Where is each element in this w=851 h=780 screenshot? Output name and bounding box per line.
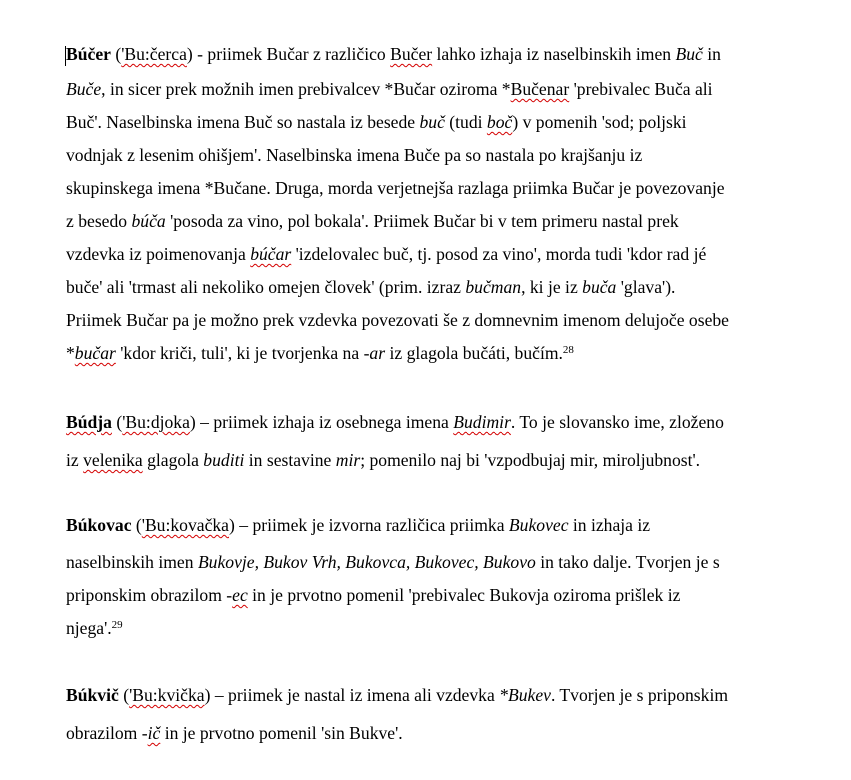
text-run: 'izdelovalec buč, tj. posod za vino', morda tudi 'kdor rad jé bbox=[291, 244, 707, 264]
text-run: in sestavine bbox=[244, 450, 336, 470]
headword: Búkovac bbox=[66, 515, 132, 535]
headword: Búdja bbox=[66, 412, 112, 432]
italic-term: ec bbox=[232, 585, 248, 605]
text-run: - bbox=[226, 585, 233, 605]
italic-term: búča bbox=[131, 211, 166, 231]
text-run: in je prvotno pomenil 'prebivalec Bukovja oziroma prišlek iz bbox=[247, 585, 681, 605]
text-run: 'Bu:čerca bbox=[121, 44, 187, 64]
text-run: ) – priimek je izvorna različica priimka bbox=[229, 515, 509, 535]
text-line bbox=[66, 178, 725, 199]
text-run: buče' ali 'trmast ali nekoliko omejen človek' (prim. izraz bbox=[66, 277, 466, 297]
text-run: Bučer bbox=[390, 44, 433, 64]
italic-term: Buč bbox=[675, 44, 703, 64]
italic-term: Buče bbox=[66, 79, 102, 99]
italic-term: Bukovje, Bukov Vrh, Bukovca, Bukovec, Bukovo bbox=[197, 552, 536, 572]
text-run: . To je slovansko ime, zloženo bbox=[510, 412, 724, 432]
text-line bbox=[66, 211, 679, 232]
text-run: priponskim obrazilom bbox=[66, 585, 227, 605]
footnote-ref: 28 bbox=[562, 344, 574, 356]
text-run: , in sicer prek možnih imen prebivalcev *Bučar oziroma * bbox=[101, 79, 511, 99]
text-line bbox=[66, 412, 724, 433]
text-run: ) v pomenih 'sod; poljski bbox=[512, 112, 687, 132]
text-run: 'Bu:kovačka bbox=[141, 515, 229, 535]
text-run: glagola bbox=[142, 450, 204, 470]
text-line bbox=[66, 685, 728, 706]
text-line bbox=[66, 450, 700, 471]
text-run: Bučenar bbox=[510, 79, 570, 99]
italic-term: ič bbox=[147, 723, 161, 743]
headword: Búčer bbox=[66, 44, 111, 64]
text-line bbox=[66, 244, 706, 265]
text-run: ( bbox=[111, 412, 123, 432]
text-run: (tudi bbox=[444, 112, 487, 132]
text-run: lahko izhaja iz naselbinskih imen bbox=[432, 44, 676, 64]
text-run: obrazilom bbox=[66, 723, 142, 743]
headword: Búkvič bbox=[66, 685, 119, 705]
text-run: 'glava'). bbox=[616, 277, 676, 297]
italic-term: buča bbox=[582, 277, 617, 297]
italic-term: buditi bbox=[203, 450, 245, 470]
text-run: ; pomenilo naj bi 'vzpodbujaj mir, miroljubnost'. bbox=[360, 450, 701, 470]
text-run: z besedo bbox=[66, 211, 132, 231]
italic-term: Bukovec bbox=[508, 515, 569, 535]
text-run: in bbox=[702, 44, 721, 64]
text-line bbox=[66, 44, 721, 65]
text-line bbox=[66, 145, 642, 166]
text-run: vzdevka iz poimenovanja bbox=[66, 244, 251, 264]
text-line bbox=[66, 79, 713, 100]
text-line bbox=[66, 112, 687, 133]
italic-term: bučman bbox=[465, 277, 522, 297]
text-run: 'prebivalec Buča ali bbox=[569, 79, 713, 99]
text-run: - bbox=[141, 723, 148, 743]
text-line bbox=[66, 723, 403, 744]
text-run: skupinskega imena *Bučane. Druga, morda verjetnejša razlaga priimka Bučar je povezovanje bbox=[66, 178, 725, 198]
text-run: iz glagola bučáti, bučím. bbox=[385, 343, 563, 363]
text-line bbox=[66, 618, 123, 639]
text-run: 'Bu:djoka bbox=[122, 412, 190, 432]
text-run: * bbox=[66, 343, 75, 363]
text-run: velenika bbox=[83, 450, 143, 470]
italic-term: búčar bbox=[250, 244, 292, 264]
italic-term: *Bukev bbox=[499, 685, 551, 705]
text-run: njega'. bbox=[66, 618, 112, 638]
text-line bbox=[66, 585, 680, 606]
italic-term: buč bbox=[419, 112, 445, 132]
text-line bbox=[66, 515, 650, 536]
italic-term: Budimir bbox=[453, 412, 511, 432]
text-run: iz bbox=[66, 450, 84, 470]
text-run: 'Bu:kvička bbox=[129, 685, 205, 705]
text-line bbox=[66, 552, 720, 573]
text-run: ( bbox=[118, 685, 130, 705]
text-run: , ki je iz bbox=[521, 277, 583, 297]
text-run: in izhaja iz bbox=[568, 515, 651, 535]
italic-term: -ar bbox=[363, 343, 386, 363]
text-run: 'posoda za vino, pol bokala'. Priimek Bučar bi v tem primeru nastal prek bbox=[165, 211, 679, 231]
text-run: in tako dalje. Tvorjen je s bbox=[535, 552, 720, 572]
text-run: ) – priimek izhaja iz osebnega imena bbox=[189, 412, 454, 432]
text-line bbox=[66, 310, 729, 331]
italic-term: boč bbox=[486, 112, 513, 132]
text-run: vodnjak z lesenim ohišjem'. Naselbinska imena Buče pa so nastala po krajšanju iz bbox=[66, 145, 643, 165]
text-run: ) – priimek je nastal iz imena ali vzdevka bbox=[204, 685, 500, 705]
text-line bbox=[66, 343, 574, 364]
text-line bbox=[66, 277, 675, 298]
text-run: ( bbox=[131, 515, 142, 535]
text-run: ( bbox=[110, 44, 122, 64]
text-run: naselbinskih imen bbox=[66, 552, 198, 572]
text-run: 'kdor kriči, tuli', ki je tvorjenka na bbox=[115, 343, 364, 363]
italic-term: bučar bbox=[74, 343, 116, 363]
text-run: ) - priimek Bučar z različico bbox=[186, 44, 391, 64]
footnote-ref: 29 bbox=[111, 619, 123, 631]
text-run: Priimek Bučar pa je možno prek vzdevka povezovati še z domnevnim imenom delujoče osebe bbox=[66, 310, 729, 330]
text-run: in je prvotno pomenil 'sin Bukve'. bbox=[160, 723, 403, 743]
text-run: Buč'. Naselbinska imena Buč so nastala iz besede bbox=[66, 112, 420, 132]
text-run: . Tvorjen je s priponskim bbox=[550, 685, 729, 705]
italic-term: mir bbox=[335, 450, 361, 470]
